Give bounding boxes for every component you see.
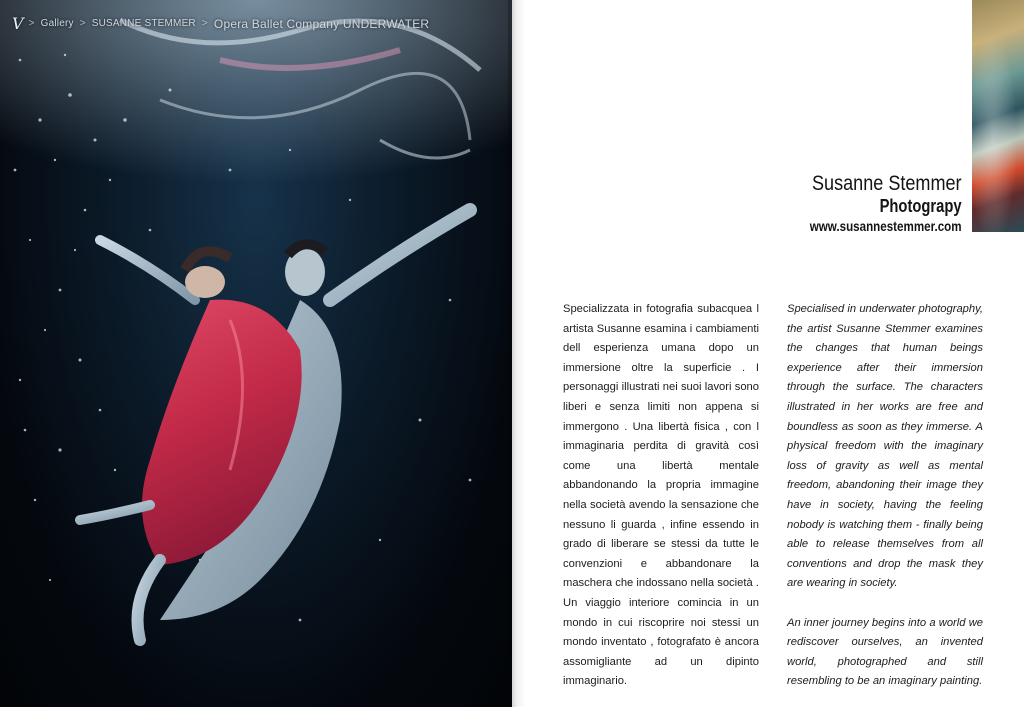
site-logo[interactable]: V bbox=[12, 14, 23, 33]
photographer-name: Susanne Stemmer bbox=[812, 172, 962, 195]
breadcrumb-separator: > bbox=[201, 18, 208, 29]
article-header bbox=[785, 172, 962, 237]
breadcrumb-separator: > bbox=[79, 18, 86, 29]
breadcrumb-artist-link[interactable]: SUSANNE STEMMER bbox=[91, 18, 196, 29]
website-link[interactable]: www.susannestemmer.com bbox=[810, 219, 962, 234]
page-gutter-shadow bbox=[508, 0, 526, 707]
italian-paragraph: Specializzata in fotografia subacquea l artista Susanne esamina i cambiamenti dell esperienza umana dopo un immersione oltre la superficie . I personaggi illustrati nei suoi lavori sono liberi e senza limiti non appena si immergono . Una libertà fisica , con l immaginaria perdita di gravità così come una libertà mentale abbandonando la propria immagine nella società avendo la sensazione che nessuno li guarda , infine essendo in grado di liberare se stessi da tutte le convenzioni e abbandonare la maschera che indossano nella società . bbox=[563, 303, 759, 590]
breadcrumb bbox=[12, 14, 429, 33]
header-subtitle: Photograpy bbox=[879, 196, 962, 216]
breadcrumb-current: Opera Ballet Company UNDERWATER bbox=[213, 16, 430, 31]
breadcrumb-gallery-link[interactable]: Gallery bbox=[40, 18, 74, 29]
breadcrumb-separator: > bbox=[28, 18, 35, 29]
english-paragraph: Specialised in underwater photography, the artist Susanne Stemmer examines the changes that human beings experience after their immersion through the surface. The characters illustrated in her works are free and boundless as soon as they immerse. A physical freedom with the imaginary loss of gravity as well as mental freedom, abandoning their image they have in society, having the feeling nobody is watching them - finally being able to release themselves from all conventions and drop the mask they are wearing in society. bbox=[787, 303, 983, 590]
english-paragraph: An inner journey begins into a world we rediscover ourselves, an invented world, photographed and still resembling to be an imaginary painting. bbox=[787, 616, 983, 688]
english-text-column bbox=[787, 300, 983, 692]
italian-text-column bbox=[563, 300, 759, 692]
corner-photo-thumbnail bbox=[972, 0, 1024, 232]
italian-paragraph: Un viaggio interiore comincia in un mondo in cui riscoprire noi stessi un mondo inventato , fotografato è ancora assomigliante ad un dipinto immaginario. bbox=[563, 596, 759, 688]
